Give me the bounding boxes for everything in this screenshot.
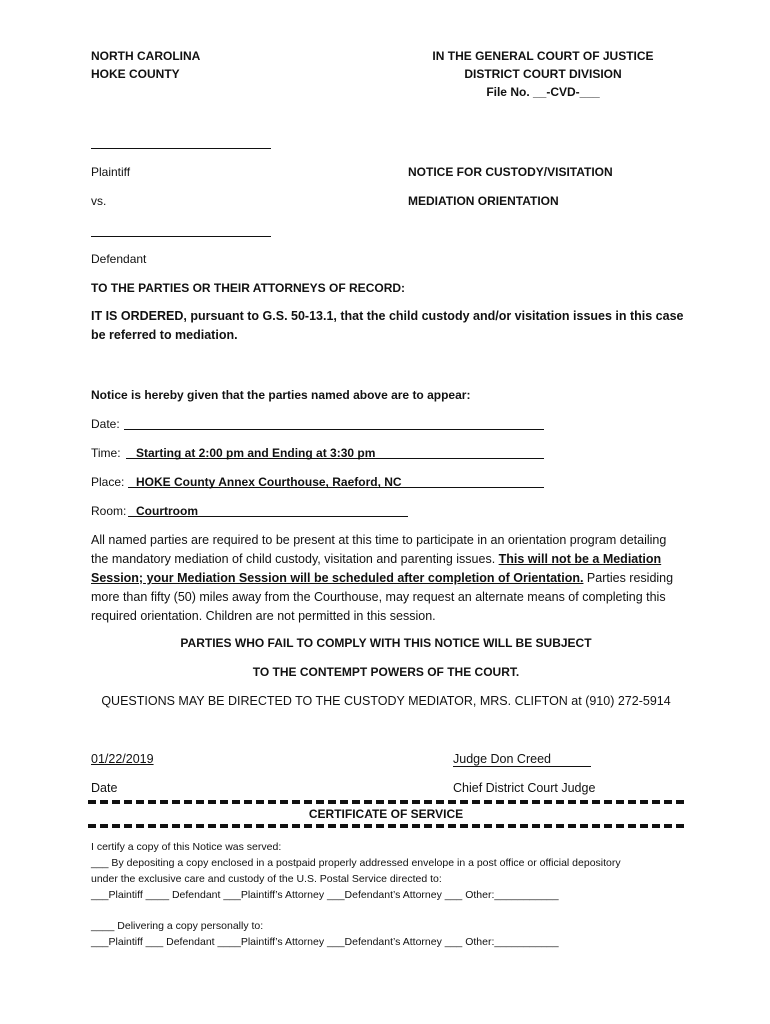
court-division: DISTRICT COURT DIVISION — [464, 67, 622, 81]
court-name: IN THE GENERAL COURT OF JUSTICE — [432, 49, 654, 63]
date-label: Date: — [91, 417, 120, 431]
place-label: Place: — [91, 475, 125, 489]
attendance-emphasis: This will not be a Mediation Session; your Mediation Session will be scheduled after completion of Orientation. — [91, 552, 662, 585]
service-by-mail: ___ By depositing a copy enclosed in a postpaid properly addressed envelope in a post office or official depository — [91, 857, 621, 869]
judge-name-underlined — [453, 752, 591, 767]
place-value: HOKE County Annex Courthouse, Raeford, NC — [136, 475, 402, 489]
order-date-value: 01/22/2019 — [91, 752, 154, 766]
date-fill-line — [124, 429, 544, 430]
notice-title-line2: MEDIATION ORIENTATION — [408, 194, 559, 208]
personal-recipient-options: ___Plaintiff ___ Defendant ____Plaintiff’s Attorney ___Defendant’s Attorney ___ Other:___________ — [91, 936, 559, 948]
time-label: Time: — [91, 446, 121, 460]
warning-line1: PARTIES WHO FAIL TO COMPLY WITH THIS NOTICE WILL BE SUBJECT — [180, 636, 592, 650]
notice-statement: Notice is hereby given that the parties named above are to appear: — [91, 388, 471, 402]
judge-title: Chief District Court Judge — [453, 781, 596, 795]
county-name: HOKE COUNTY — [91, 67, 180, 81]
questions-contact: QUESTIONS MAY BE DIRECTED TO THE CUSTODY MEDIATOR, MRS. CLIFTON at (910) 272-5914 — [101, 694, 671, 708]
order-statement: IT IS ORDERED, pursuant to G.S. 50-13.1, that the child custody and/or visitation issues in this case be referred to mediation. — [91, 309, 684, 342]
attendance-text-part1: All named parties are required to be present at this time to participate in an orientation program detailing the mandatory mediation of child custody, visitation and parenting issues. — [91, 533, 667, 566]
judge-name-text: Judge Don Creed — [453, 752, 551, 766]
attendance-text-part2: Parties residing more than fifty (50) miles away from the Courthouse, may request an alternate means of completing this required orientation. Children are not permitted in this session. — [91, 571, 674, 623]
room-value: Courtroom — [136, 504, 198, 518]
plaintiff-name-line — [91, 148, 271, 149]
defendant-label: Defendant — [91, 252, 147, 266]
mail-recipient-options: ___Plaintiff ____ Defendant ___Plaintiff’s Attorney ___Defendant’s Attorney ___ Other:___________ — [91, 889, 559, 901]
room-label: Room: — [91, 504, 127, 518]
defendant-name-line — [91, 236, 271, 237]
certificate-title: CERTIFICATE OF SERVICE — [308, 807, 464, 821]
judge-name — [453, 752, 591, 767]
warning-line2: TO THE CONTEMPT POWERS OF THE COURT. — [252, 665, 520, 679]
state-name: NORTH CAROLINA — [91, 49, 201, 63]
certificate-top-divider — [88, 800, 684, 804]
service-personally: ____ Delivering a copy personally to: — [91, 920, 264, 932]
certificate-bottom-divider — [88, 824, 684, 828]
notice-title-line1: NOTICE FOR CUSTODY/VISITATION — [408, 165, 613, 179]
file-number: File No. __-CVD-___ — [486, 85, 600, 99]
service-by-mail-cont: under the exclusive care and custody of the U.S. Postal Service directed to: — [91, 873, 442, 885]
attendance-paragraph — [91, 531, 681, 626]
vs-label: vs. — [91, 194, 107, 208]
to-parties-heading: TO THE PARTIES OR THEIR ATTORNEYS OF RECORD: — [91, 281, 406, 295]
certify-statement: I certify a copy of this Notice was served: — [91, 841, 282, 853]
order-date-label: Date — [91, 781, 118, 795]
time-value: Starting at 2:00 pm and Ending at 3:30 pm — [136, 446, 376, 460]
plaintiff-label: Plaintiff — [91, 165, 131, 179]
